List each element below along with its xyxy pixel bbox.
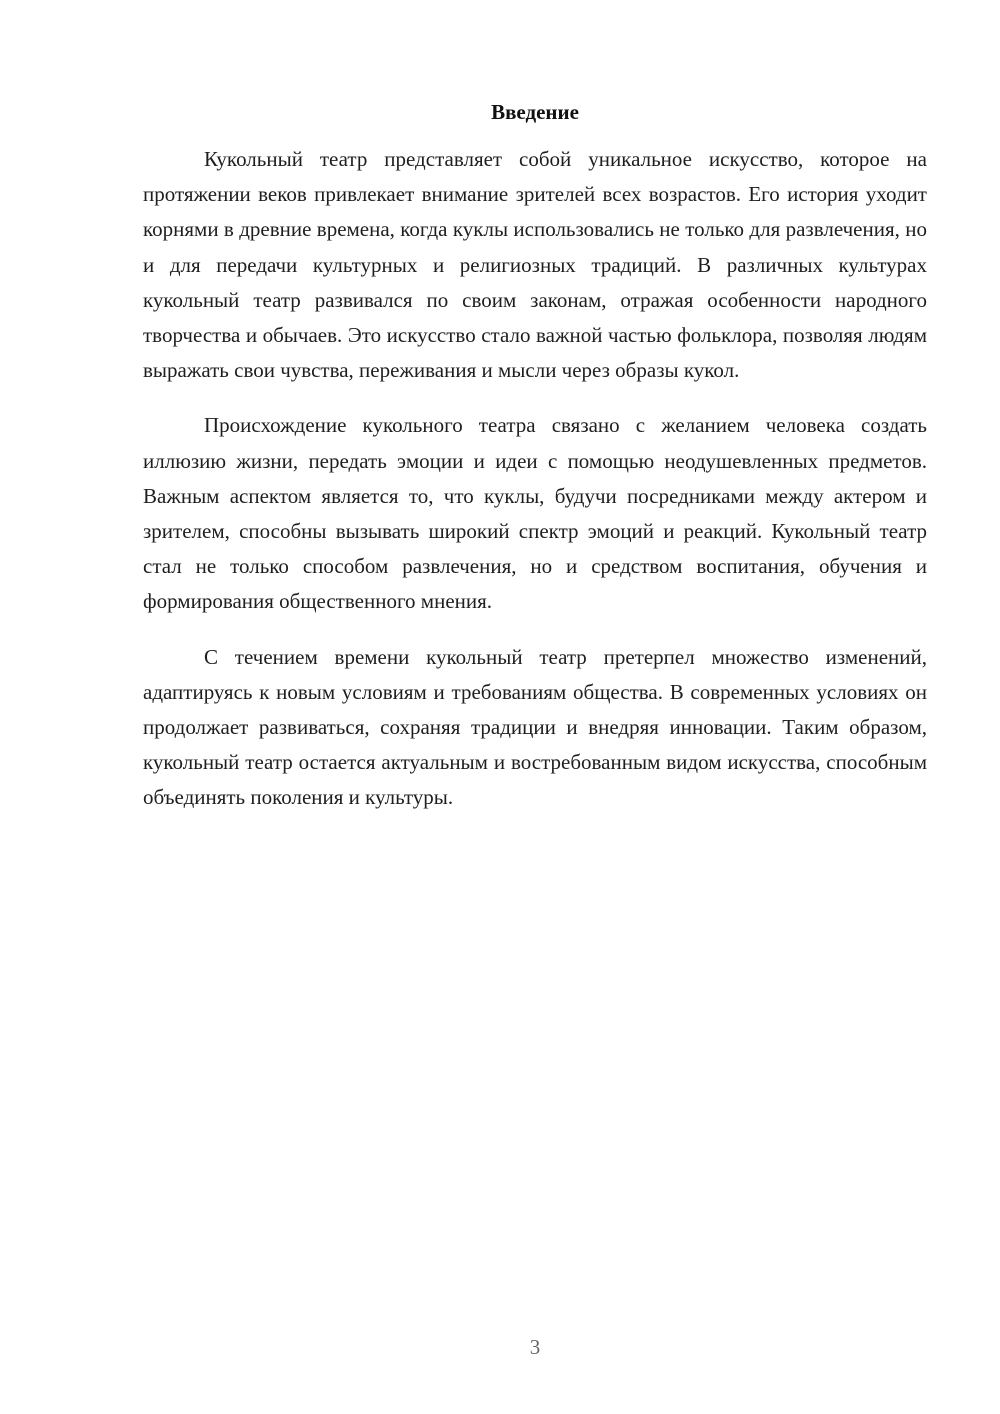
page-number: 3 [529,1335,541,1359]
paragraph: Происхождение кукольного театра связано с желанием человека создать иллюзию жизни, передать эмоции и идеи с помощью неодушевленных предметов. Важным аспектом является то, что куклы, будучи посредниками между актером и зрителем, способны вызывать широкий спектр эмоций и реакций. Кукольный театр стал не только способом развлечения, но и средством воспитания, обучения и формирования общественного мнения. [143,413,927,614]
body-text [143,142,927,836]
paragraph: С течением времени кукольный театр претерпел множество изменений, адаптируясь к новым условиям и требованиям общества. В современных условиях он продолжает развиваться, сохраняя традиции и внедряя инновации. Таким образом, кукольный театр остается актуальным и востребованным видом искусства, способным объединять поколения и культуры. [143,644,927,810]
section-heading: Введение [491,100,579,124]
paragraph: Кукольный театр представляет собой уникальное искусство, которое на протяжении веков привлекает внимание зрителей всех возрастов. Его история уходит корнями в древние времена, когда куклы использовались не только для развлечения, но и для передачи культурных и религиозных традиций. В различных культурах кукольный театр развивался по своим законам, отражая особенности народного творчества и обычаев. Это искусство стало важной частью фольклора, позволяя людям выражать свои чувства, переживания и мысли через образы кукол. [143,147,927,383]
